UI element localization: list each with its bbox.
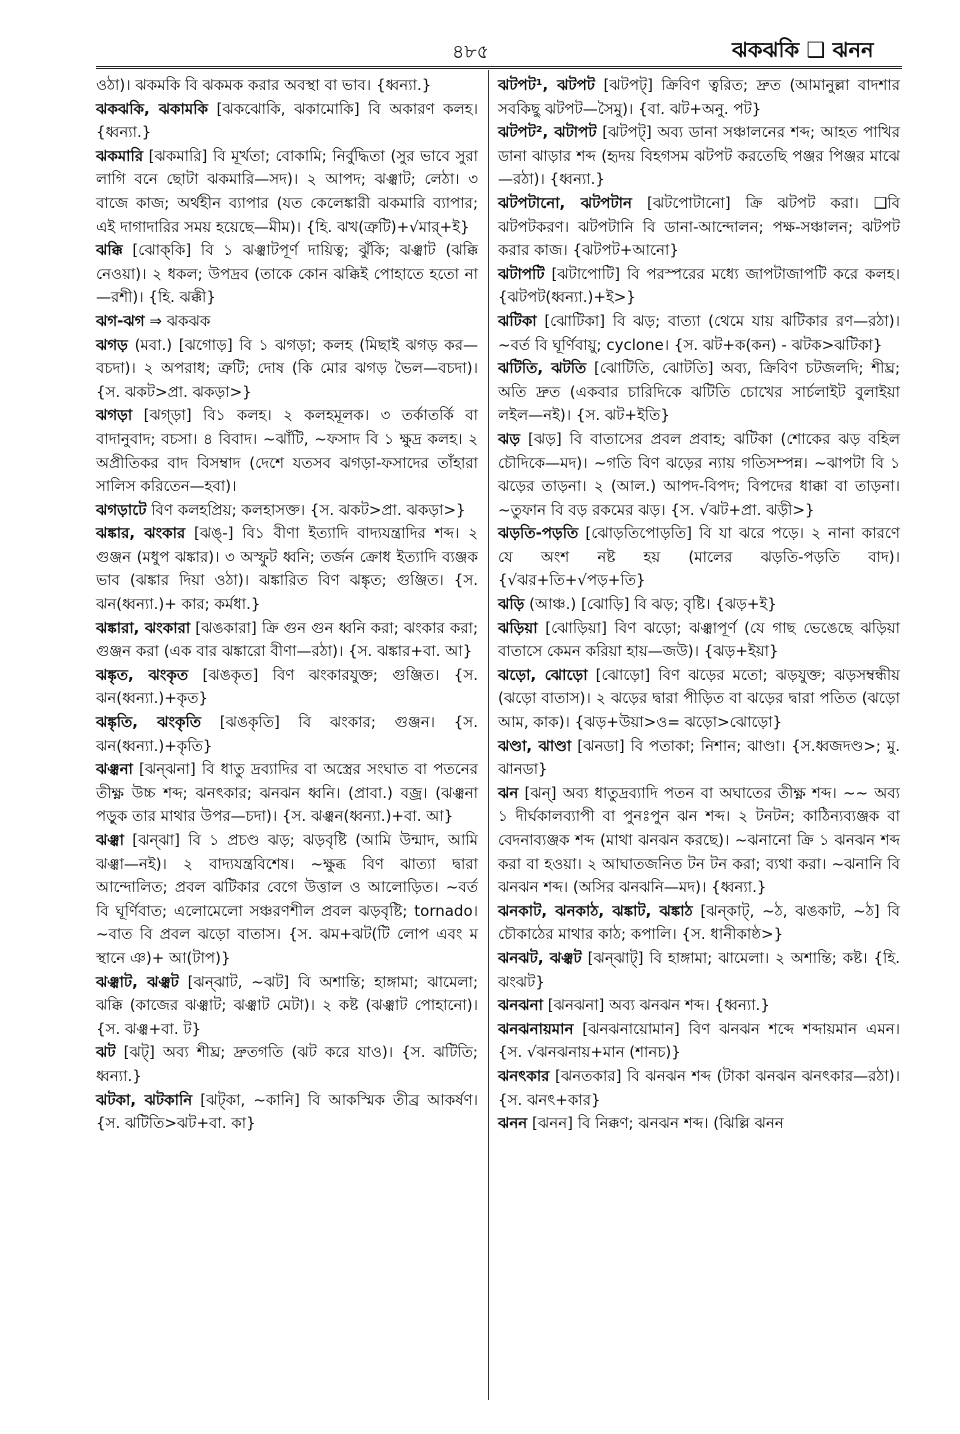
dictionary-entry bbox=[96, 239, 478, 310]
entry-headword: ঝটকা, ঝটকানি bbox=[96, 1090, 193, 1109]
entry-headword: ঝক্কি bbox=[96, 241, 123, 260]
entry-definition: (আঞ্চ.) [ঝোড়ি] বি ঝড়; বৃষ্টি। {ঝড়+ই} bbox=[524, 595, 777, 614]
entry-headword: ঝন bbox=[498, 783, 519, 802]
entry-definition: [ঝন্‌ঝা] বি ১ প্রচণ্ড ঝড়; ঝড়বৃষ্টি (আমি উন্মাদ, আমি ঝঞ্ঝা—নই)। ২ বাদ্যযন্ত্রবিশেষ। ~ক্ষুব্ধ বিণ ঝাত্যা দ্বারা আন্দোলিত; প্রবল ঝটিকার বেগে উত্তাল ও আলোড়িত। ~বর্ত বি ঘূর্ণিবাত; এলোমেলো সঞ্চরণশীল প্রবল ঝড়বৃষ্টি; tornado। ~বাত বি প্রবল ঝড়ো বাতাস। {স. ঝম+ঝট(টি লোপ এবং ম স্থানে ঞ)+ আ(টাপ)} bbox=[96, 831, 478, 967]
entry-headword: ঝটপট¹, ঝটপট bbox=[498, 76, 595, 94]
entry-headword: ঝগড়া bbox=[96, 406, 133, 425]
entry-definition: [ঝঙ্-] বি১ বীণা ইত্যাদি বাদ্যযন্ত্রাদির শব্দ। ২ গুঞ্জন (মধুপ ঝঙ্কার)। ৩ অস্ফুট ধ্বনি; তর্জন ক্রোধ ইত্যাদি ব্যঞ্জক ভাব (ঝঙ্কার দিয়া ওঠা)। ঝঙ্কারিত বিণ ঝঙ্কৃত; গুঞ্জিত। {স. ঝন(ধ্বন্যা.)+ কার; কর্মধা.} bbox=[96, 524, 478, 614]
entry-definition: [ঝনন] বি নিক্কণ; ঝনঝন শব্দ। (ঝিল্লি ঝনন bbox=[527, 1114, 784, 1133]
entry-definition: [ঝটাপোটি] বি পরস্পরের মধ্যে জাপটাজাপটি করে কলহ। {ঝটপট(ধ্বন্যা.)+ই>} bbox=[498, 264, 900, 307]
dictionary-entry bbox=[498, 947, 900, 994]
entry-definition: ⇒ ঝকঝক bbox=[144, 311, 211, 330]
entry-headword: ঝঙ্কৃতি, ঝংকৃতি bbox=[96, 713, 202, 732]
entry-headword: ঝঞ্ঝনা bbox=[96, 760, 133, 779]
dictionary-entry bbox=[498, 735, 900, 782]
entry-headword: ঝঞ্ঝা bbox=[96, 831, 124, 849]
dictionary-entry bbox=[96, 404, 478, 498]
entry-headword: ঝড়িয়া bbox=[498, 618, 538, 637]
entry-definition: [ঝট্] অব্য শীঘ্র; দ্রুতগতি (ঝট করে যাও)। {স. ঝটিতি; ধ্বন্যা.} bbox=[96, 1043, 478, 1085]
entry-definition: [ঝটপট্] ক্রিবিণ ত্বরিত; দ্রুত (আমানুল্লা বাদশার সবকিছু ঝটপট—সৈমু)। {বা. ঝট+অনু. পট} bbox=[498, 76, 900, 118]
dictionary-entry bbox=[96, 145, 478, 239]
right-column bbox=[498, 74, 900, 1136]
entry-headword: ঝঞ্ঝাট, ঝঞ্ঝট bbox=[96, 972, 179, 991]
dictionary-entry bbox=[498, 1018, 900, 1065]
entry-definition: [ঝোটিকা] বি ঝড়; বাত্যা (থেমে যায় ঝটিকার রণ—রঠা)। ~বর্ত বি ঘূর্ণিবায়ু; cyclone। {স. ঝট+ক(কন) - ঝটক>ঝটিকা} bbox=[498, 311, 900, 354]
entry-definition: [ঝকমারি] বি মূর্খতা; বোকামি; নির্বুদ্ধিতা (সুর ভাবে সুরা লাগি বনে ছোটা ঝকমারি—সদ)। ২ আপদ; ঝঞ্ঝাট; লেঠা। ৩ বাজে কাজ; অর্থহীন ব্যাপার (যত কেলেঙ্কারী ঝকমারি ব্যাপার; এই দাগাদারির সময় হয়েছে—মীম)। {হি. ঝখ(ত্রুটি)+√মার্+ই} bbox=[96, 146, 478, 236]
dictionary-entry bbox=[96, 617, 478, 664]
dictionary-entry bbox=[498, 192, 900, 263]
entry-definition: [ঝটপোটানো] ক্রি ঝটপট করা। ❑বি ঝটপটকরণ। ঝটপটানি বি ডানা-আন্দোলন; পক্ষ-সঞ্চালন; ঝটপট করার কাজ। {ঝটপট+আনো} bbox=[498, 193, 900, 260]
dictionary-entry bbox=[96, 971, 478, 1042]
dictionary-entry bbox=[498, 593, 900, 617]
entry-definition: [ঝকঝোকি, ঝকামোকি] বি অকারণ কলহ। {ধ্বন্যা.} bbox=[96, 99, 478, 142]
header-rule bbox=[96, 66, 902, 69]
entry-definition: [ঝন্] অব্য ধাতুদ্রব্যাদি পতন বা অঘাতের তীক্ষ্ণ শব্দ। ~~ অব্য ১ দীর্ঘকালব্যাপী বা পুনঃপুন ঝন শব্দ। ২ টনটন; কাঠিন্যব্যঞ্জক বা বেদনাব্যঞ্জক শব্দ (মাথা ঝনঝন করছে)। ~ঝনানো ক্রি ১ ঝনঝন শব্দ করা বা হওয়া। ২ আঘাতজনিত টন টন করা; ব্যথা করা। ~ঝনানি বি ঝনঝন শব্দ। (অসির ঝনঝনি—মদ)। {ধ্বন্যা.} bbox=[498, 783, 900, 897]
dictionary-entry bbox=[96, 98, 478, 145]
entry-headword: ঝকমারি bbox=[96, 146, 144, 165]
dictionary-entry bbox=[96, 74, 478, 98]
entry-definition: [ঝন্‌ঝাট, ~ঝট] বি অশান্তি; হাঙ্গামা; ঝামেলা; ঝক্কি (কাজের ঝঞ্ঝাট; ঝঞ্ঝাট মেটা)। ২ কষ্ট (ঝঞ্ঝাট পোহানো)। {স. ঝঞ্ঝ+বা. ট} bbox=[96, 972, 478, 1038]
dictionary-entry bbox=[96, 1089, 478, 1136]
dictionary-entry bbox=[96, 829, 478, 971]
dictionary-entry bbox=[498, 782, 900, 900]
entry-headword: ঝড়ো, ঝোড়ো bbox=[498, 665, 588, 684]
entry-definition: বিণ কলহপ্রিয়; কলহাসক্ত। {স. ঝকট>প্রা. ঝকড়া>} bbox=[146, 500, 466, 519]
dictionary-entry bbox=[498, 74, 900, 121]
entry-headword: ঝটাপটি bbox=[498, 264, 545, 283]
entry-definition: [ঝঙকৃতি] বি ঝংকার; গুঞ্জন। {স. ঝন(ধ্বন্যা.)+কৃতি} bbox=[96, 713, 478, 755]
dictionary-entry bbox=[498, 1112, 900, 1136]
dictionary-entry bbox=[96, 711, 478, 758]
running-head: ঝকঝকি ❑ ঝনন bbox=[732, 38, 874, 62]
entry-headword: ঝণ্ডা, ঝাণ্ডা bbox=[498, 736, 572, 755]
entry-headword: ঝটিকা bbox=[498, 311, 537, 330]
dictionary-entry bbox=[498, 121, 900, 192]
page-number: ৪৮৫ bbox=[452, 41, 489, 63]
entry-headword: ঝনঝট, ঝঞ্ঝট bbox=[498, 948, 582, 967]
dictionary-entry bbox=[498, 900, 900, 947]
entry-headword: ঝনকাট, ঝনকাঠ, ঝঙ্কাট, ঝঙ্কাঠ bbox=[498, 901, 693, 920]
page-header bbox=[0, 0, 960, 64]
entry-definition: [ঝনঝনায়োমান] বিণ ঝনঝন শব্দে শব্দায়মান এমন। {স. √ঝনঝনায়+মান (শানচ)} bbox=[498, 1019, 900, 1062]
dictionary-entry bbox=[498, 428, 900, 522]
entry-headword: ঝকঝকি, ঝকামকি bbox=[96, 99, 208, 118]
entry-definition: (মবা.) [ঝগোড়] বি ১ ঝগড়া; কলহ (মিছাই ঝগড় কর—বচদা)। ২ অপরাধ; ত্রুটি; দোষ (কি মোর ঝগড় ভৈল—বচদা)। {স. ঝকট>প্রা. ঝকড়া>} bbox=[96, 335, 478, 401]
entry-headword: ঝড়ি bbox=[498, 595, 525, 614]
entry-headword: ঝট bbox=[96, 1043, 116, 1062]
entry-headword: ঝঙ্কৃত, ঝংকৃত bbox=[96, 665, 189, 684]
entry-definition: [ঝটপট্] অব্য ডানা সঞ্চালনের শব্দ; আহত পাখির ডানা ঝাড়ার শব্দ (হৃদয় বিহগসম ঝটপট করতেছি পঞ্জর পিঞ্জর মাঝে—রঠা)। {ধ্বন্যা.} bbox=[498, 123, 900, 189]
dictionary-entry bbox=[498, 617, 900, 664]
dictionary-entry bbox=[498, 664, 900, 735]
entry-headword: ঝগ-ঝগ bbox=[96, 311, 145, 330]
entry-headword: ঝঙ্কার, ঝংকার bbox=[96, 524, 186, 543]
dictionary-entry bbox=[498, 263, 900, 310]
entry-definition: [ঝগ্‌ড়া] বি১ কলহ। ২ কলহমূলক। ৩ তর্কাতর্কি বা বাদানুবাদ; বচসা। ৪ বিবাদ। ~ঝাঁটি, ~ফসাদ বি ১ ক্ষুদ্র কলহ। ২ অপ্রীতিকর বাদ বিসম্বাদ (দেশে যতসব ঝগড়া-ফসাদের তাঁহারা সালিস করিতেন—হবা)। bbox=[96, 406, 478, 496]
dictionary-entry bbox=[498, 994, 900, 1018]
dictionary-entry bbox=[96, 1041, 478, 1088]
entry-headword: ঝনৎকার bbox=[498, 1066, 550, 1085]
dictionary-entry bbox=[96, 664, 478, 711]
entry-definition: [ঝঙকৃত] বিণ ঝংকারযুক্ত; গুঞ্জিত। {স. ঝন(ধ্বন্যা.)+কৃত} bbox=[96, 665, 478, 708]
entry-definition: [ঝট্‌কা, ~কানি] বি আকস্মিক তীব্র আকর্ষণ। {স. ঝটিতি>ঝট+বা. কা} bbox=[96, 1090, 478, 1133]
entry-definition: [ঝড়] বি বাতাসের প্রবল প্রবাহ; ঝটিকা (শোকের ঝড় বহিল চৌদিকে—মদ)। ~গতি বিণ ঝড়ের ন্যায় গতিসম্পন্ন। ~ঝাপটা বি ১ ঝড়ের তাড়না। ২ (আল.) আপদ-বিপদ; বিপদের ধাক্কা বা তাড়না। ~তুফান বি বড় রকমের ঝড়। {স. √ঝট+প্রা. ঝড়ী>} bbox=[498, 429, 900, 519]
entry-headword: ঝটপটানো, ঝটপটান bbox=[498, 193, 632, 212]
entry-definition: [ঝোড়ো] বিণ ঝড়ের মতো; ঝড়যুক্ত; ঝড়সম্বন্ধীয় (ঝড়ো বাতাস)। ২ ঝড়ের দ্বারা পীড়িত বা ঝড়ের দ্বারা পতিত (ঝড়ো আম, কাক)। {ঝড়+উয়া>ও= ঝড়ো>ঝোড়ো} bbox=[498, 665, 901, 732]
entry-definition: ওঠা)। ঝকমকি বি ঝকমক করার অবস্থা বা ভাব। {ধ্বন্যা.} bbox=[96, 76, 432, 94]
dictionary-entry bbox=[96, 499, 478, 523]
entry-definition: [ঝনতকার] বি ঝনঝন শব্দ (টাকা ঝনঝন ঝনৎকার—রঠা)। {স. ঝনৎ+কার} bbox=[498, 1066, 900, 1109]
entry-definition: [ঝঙকারা] ক্রি গুন গুন ধ্বনি করা; ঝংকার করা; গুঞ্জন করা (এক বার ঝঙ্কারো বীণা—রঠা)। {স. ঝঙ্কার+বা. আ} bbox=[96, 618, 479, 661]
dictionary-entry bbox=[96, 522, 478, 616]
entry-definition: [ঝন্‌ঝাট্] বি হাঙ্গামা; ঝামেলা। ২ অশান্তি; কষ্ট। {হি. ঝংঝট} bbox=[498, 948, 900, 991]
dictionary-entry bbox=[96, 334, 478, 405]
dictionary-entry bbox=[96, 310, 478, 334]
entry-headword: ঝড় bbox=[498, 429, 521, 448]
dictionary-entry bbox=[498, 357, 900, 428]
dictionary-entry bbox=[96, 758, 478, 829]
left-column bbox=[96, 74, 478, 1136]
dictionary-entry bbox=[498, 522, 900, 593]
dictionary-entry bbox=[498, 310, 900, 357]
entry-headword: ঝনঝনা bbox=[498, 996, 543, 1015]
entry-headword: ঝঙ্কারা, ঝংকারা bbox=[96, 618, 191, 637]
entry-definition: [ঝনঝনা] অব্য ঝনঝন শব্দ। {ধ্বন্যা.} bbox=[542, 996, 770, 1015]
entry-headword: ঝড়তি-পড়তি bbox=[498, 524, 579, 543]
entry-definition: [ঝন্‌কাট্, ~ঠ, ঝঙকাট, ~ঠ] বি চৌকাঠের মাথার কাঠ; কপালি। {স. ধানীকাষ্ঠ>} bbox=[498, 901, 900, 944]
entry-definition: [ঝোটিতি, ঝোটতি] অব্য, ক্রিবিণ চটজলদি; শীঘ্র; অতি দ্রুত (একবার চারিদিকে ঝটিতি চোখের সার্চলাইট বুলাইয়া লইল—নই)। {স. ঝট+ইতি} bbox=[498, 359, 900, 425]
column-divider bbox=[488, 70, 489, 1400]
entry-headword: ঝটিতি, ঝটতি bbox=[498, 359, 587, 378]
entry-headword: ঝনঝনায়মান bbox=[498, 1019, 574, 1038]
entry-definition: [ঝনডা] বি পতাকা; নিশান; ঝাণ্ডা। {স.ধ্বজদণ্ড>; মু. ঝানডা} bbox=[498, 736, 900, 779]
entry-headword: ঝটপট², ঝটাপট bbox=[498, 123, 597, 142]
entry-headword: ঝগড় bbox=[96, 335, 128, 354]
dictionary-entry bbox=[498, 1065, 900, 1112]
entry-headword: ঝনন bbox=[498, 1114, 528, 1133]
entry-definition: [ঝোক্‌কি] বি ১ ঝঞ্ঝাটপূর্ণ দায়িত্ব; ঝুঁকি; ঝঞ্ঝাট (ঝক্কি নেওয়া)। ২ ধকল; উপদ্রব (তাকে কোন ঝক্কিই পোহাতে হতো না—রশী)। {হি. ঝক্কী} bbox=[96, 241, 478, 307]
entry-definition: [ঝোড়িয়া] বিণ ঝড়ো; ঝঞ্ঝাপূর্ণ (যে গাছ ভেঙেছে ঝড়িয়া বাতাসে কেমন করিয়া হায়—জউ)। {ঝড়+ইয়া} bbox=[498, 618, 900, 661]
entry-definition: [ঝোড়তিপোড়তি] বি যা ঝরে পড়ে। ২ নানা কারণে যে অংশ নষ্ট হয় (মালের ঝড়তি-পড়তি বাদ)। {√ঝর+তি+√পড়+তি} bbox=[498, 524, 900, 590]
entry-headword: ঝগড়াটে bbox=[96, 500, 147, 519]
entry-definition: [ঝন্‌ঝনা] বি ধাতু দ্রব্যাদির বা অস্ত্রের সংঘাত বা পতনের তীক্ষ্ণ উচ্চ শব্দ; ঝনৎকার; ঝনঝন ধ্বনি। (প্রাবা.) বজ্র। (ঝঞ্ঝনা পড়ুক তার মাথার উপর—চদা)। {স. ঝঞ্ঝন(ধ্বন্যা.)+বা. আ} bbox=[96, 760, 478, 826]
